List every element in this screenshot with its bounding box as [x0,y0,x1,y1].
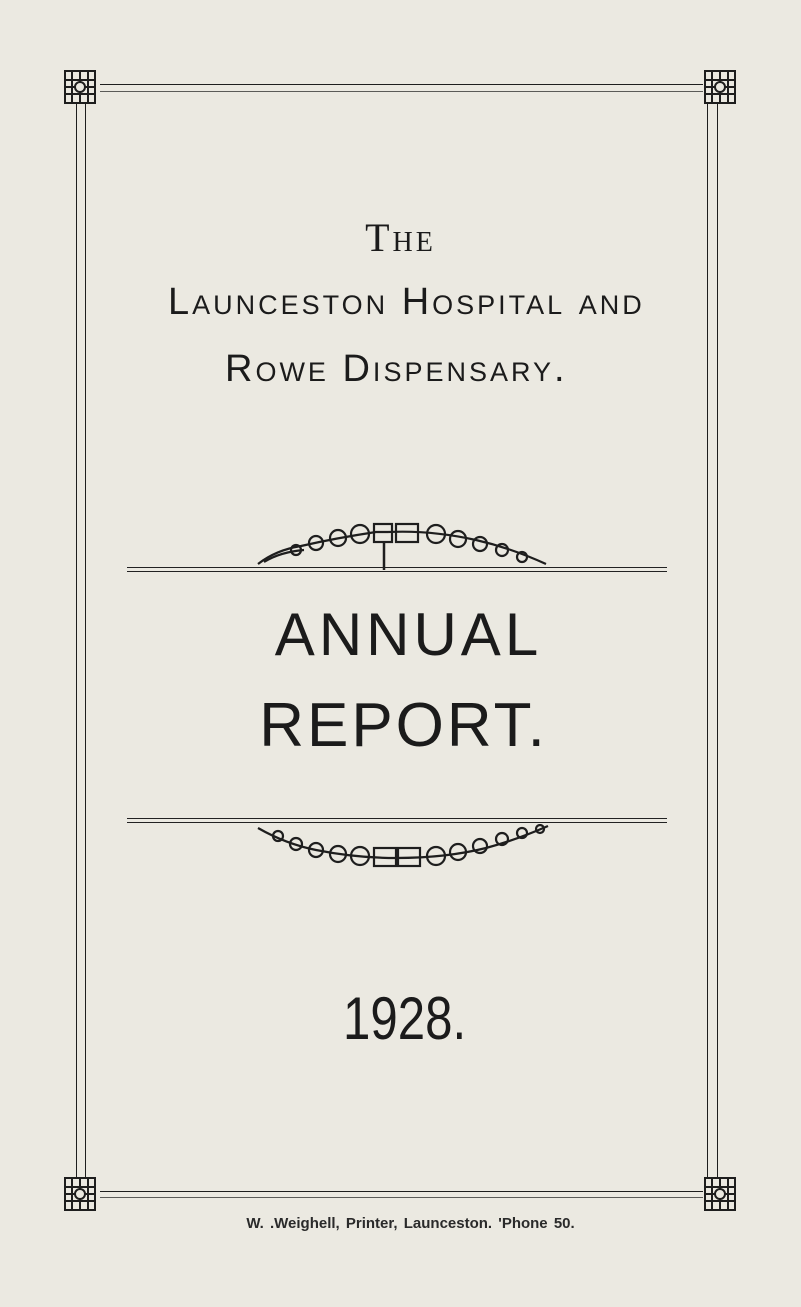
report-heading: REPORT. [259,691,548,760]
title-hospital: Launceston Hospital and [168,281,645,323]
bottom-border-line [100,1191,703,1192]
top-border-line-inner [100,91,703,92]
title-dispensary: Rowe Dispensary. [225,348,568,390]
report-year: 1928. [343,985,467,1052]
corner-ornament-icon [702,68,738,106]
annual-heading: ANNUAL [274,601,543,668]
scroll-ornament-icon [256,824,556,876]
upper-double-rule [127,567,667,572]
bottom-border-line-inner [100,1197,703,1198]
corner-ornament-icon [62,68,98,106]
top-border-line [100,84,703,85]
printer-imprint: W. .Weighell, Printer, Launceston. 'Phone 50. [246,1215,575,1232]
lower-double-rule [127,818,667,823]
corner-ornament-icon [62,1175,98,1213]
scroll-ornament-icon [256,512,556,570]
corner-ornament-icon [702,1175,738,1213]
title-the: The [365,215,436,260]
